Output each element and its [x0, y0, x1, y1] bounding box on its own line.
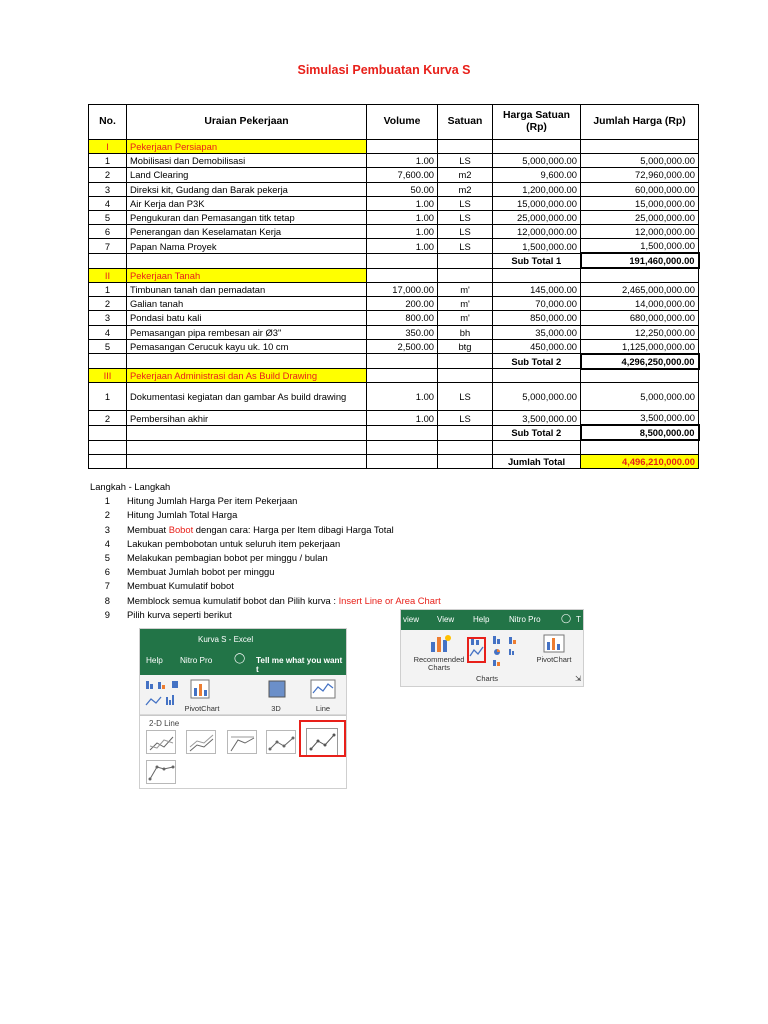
step-text-part: Hitung Jumlah Harga Per item Pekerjaan — [127, 495, 298, 507]
table-cell — [493, 140, 581, 154]
step-item — [90, 523, 441, 537]
grand-total-row — [89, 455, 699, 469]
line-markers-option-3[interactable] — [146, 760, 176, 784]
item-number: 2 — [89, 411, 127, 426]
step-text — [127, 494, 297, 508]
step-text — [127, 508, 237, 522]
item-total: 12,250,000.00 — [581, 325, 699, 339]
item-unit: LS — [438, 210, 493, 224]
excel-ribbon — [140, 675, 346, 715]
section-number: II — [89, 268, 127, 282]
item-unit: LS — [438, 196, 493, 210]
menu-tell-me-fragment[interactable]: T — [576, 615, 581, 624]
step-text-part: Membuat Kumulatif bobot — [127, 580, 234, 592]
cost-table — [88, 104, 700, 469]
item-total: 72,960,000.00 — [581, 168, 699, 182]
item-number: 5 — [89, 339, 127, 354]
table-cell — [89, 425, 127, 440]
item-unit: LS — [438, 239, 493, 254]
step-text-part: Memblock semua kumulatif bobot dan Pilih kurva : — [127, 594, 339, 606]
item-unit-price: 850,000.00 — [493, 311, 581, 325]
step-text-part: Membuat — [127, 523, 169, 535]
table-cell — [493, 268, 581, 282]
lightbulb-icon: ◯ — [234, 653, 246, 664]
table-row — [89, 182, 699, 196]
item-description: Pondasi batu kali — [127, 311, 367, 325]
item-total: 3,500,000.00 — [581, 411, 699, 426]
item-number: 4 — [89, 196, 127, 210]
item-volume: 2,500.00 — [367, 339, 438, 354]
menu-view[interactable]: View — [437, 615, 455, 624]
item-description: Land Clearing — [127, 168, 367, 182]
item-volume: 200.00 — [367, 297, 438, 311]
subtotal-row — [89, 425, 699, 440]
table-cell — [367, 425, 438, 440]
step-number: 4 — [104, 537, 110, 549]
section-2 — [89, 268, 699, 368]
step-number: 9 — [104, 608, 110, 620]
section-header-row — [89, 140, 699, 154]
table-cell — [493, 369, 581, 383]
menu-help[interactable]: Help — [146, 656, 163, 665]
table-cell — [367, 354, 438, 369]
item-unit: btg — [438, 339, 493, 354]
step-item — [90, 508, 441, 522]
item-total: 12,000,000.00 — [581, 225, 699, 239]
pivotchart-icon[interactable] — [190, 679, 210, 701]
item-unit-price: 5,000,000.00 — [493, 383, 581, 411]
table-row — [89, 325, 699, 339]
step-text-part: Membuat Jumlah bobot per minggu — [127, 566, 275, 578]
item-description: Dokumentasi kegiatan dan gambar As build drawing — [127, 383, 367, 411]
steps-list — [90, 480, 441, 622]
item-volume: 1.00 — [367, 411, 438, 426]
line-chart-dropdown — [140, 715, 347, 789]
menu-nitro[interactable]: Nitro Pro — [180, 656, 213, 665]
section-3 — [89, 369, 699, 441]
table-cell — [367, 268, 438, 282]
line-chart-option-1[interactable] — [146, 730, 176, 754]
selection-highlight — [299, 720, 346, 757]
charts-group-label: Charts — [475, 674, 499, 683]
item-unit-price: 70,000.00 — [493, 297, 581, 311]
item-volume: 800.00 — [367, 311, 438, 325]
item-number: 2 — [89, 297, 127, 311]
menu-view-fragment[interactable]: view — [403, 615, 420, 624]
table-cell — [581, 369, 699, 383]
menu-nitro[interactable]: Nitro Pro — [509, 615, 541, 624]
step-number: 3 — [104, 523, 110, 535]
step-number: 5 — [104, 551, 110, 563]
item-total: 5,000,000.00 — [581, 154, 699, 168]
table-row — [89, 411, 699, 426]
item-total: 2,465,000,000.00 — [581, 283, 699, 297]
item-unit-price: 1,500,000.00 — [493, 239, 581, 254]
dialog-launcher-icon[interactable]: ⇲ — [574, 674, 582, 683]
item-number: 5 — [89, 210, 127, 224]
step-text-part: dengan cara: Harga per Item dibagi Harga Total — [193, 523, 394, 535]
table-row — [89, 339, 699, 354]
item-unit-price: 12,000,000.00 — [493, 225, 581, 239]
grand-total-label: Jumlah Total — [493, 455, 581, 469]
step-text-part: Melakukan pembagian bobot per minggu / bulan — [127, 551, 328, 563]
step-text — [127, 537, 340, 551]
table-cell — [127, 354, 367, 369]
line-chart-highlight — [467, 637, 486, 663]
item-unit-price: 9,600.00 — [493, 168, 581, 182]
item-number: 2 — [89, 168, 127, 182]
step-number: 1 — [104, 495, 110, 507]
subtotal-row — [89, 253, 699, 268]
dropdown-label: 2-D Line — [149, 719, 180, 728]
table-row — [89, 210, 699, 224]
step-item — [90, 551, 441, 565]
item-description: Pemasangan pipa rembesan air Ø3" — [127, 325, 367, 339]
subtotal-label: Sub Total 1 — [493, 253, 581, 268]
step-text — [127, 594, 441, 608]
excel-charts-group-screenshot — [400, 609, 584, 687]
table-header-row — [89, 105, 699, 140]
item-unit: bh — [438, 325, 493, 339]
item-unit: LS — [438, 154, 493, 168]
3d-label: 3D — [271, 704, 281, 713]
subtotal-row — [89, 354, 699, 369]
section-name: Pekerjaan Tanah — [127, 268, 367, 282]
item-total: 1,125,000,000.00 — [581, 339, 699, 354]
table-row — [89, 225, 699, 239]
excel-titlebar — [140, 629, 346, 675]
item-description: Mobilisasi dan Demobilisasi — [127, 154, 367, 168]
item-number: 3 — [89, 182, 127, 196]
step-text-part: Hitung Jumlah Total Harga — [127, 509, 238, 521]
step-item — [90, 579, 441, 593]
item-description: Papan Nama Proyek — [127, 239, 367, 254]
section-name: Pekerjaan Persiapan — [127, 140, 367, 154]
col-price-header: Harga Satuan (Rp) — [493, 105, 581, 140]
3d-map-icon[interactable] — [268, 679, 286, 701]
item-total: 25,000,000.00 — [581, 210, 699, 224]
item-description: Pembersihan akhir — [127, 411, 367, 426]
chart-type-icons[interactable] — [491, 634, 531, 668]
table-row — [89, 283, 699, 297]
item-description: Direksi kit, Gudang dan Barak pekerja — [127, 182, 367, 196]
table-row — [89, 239, 699, 254]
step-highlight: Bobot — [168, 523, 194, 535]
pivotchart-label: PivotChart — [184, 704, 220, 713]
col-volume-header: Volume — [367, 105, 438, 140]
item-volume: 1.00 — [367, 154, 438, 168]
item-unit-price: 5,000,000.00 — [493, 154, 581, 168]
step-text — [127, 523, 394, 537]
section-header-row — [89, 268, 699, 282]
col-no-header: No. — [89, 105, 127, 140]
col-total-header: Jumlah Harga (Rp) — [581, 105, 699, 140]
step-highlight: Insert Line or Area Chart — [338, 594, 441, 606]
item-volume: 1.00 — [367, 383, 438, 411]
table-cell — [581, 140, 699, 154]
pivotchart-icon[interactable] — [543, 634, 565, 654]
item-volume: 1.00 — [367, 210, 438, 224]
item-volume: 7,600.00 — [367, 168, 438, 182]
col-desc-header: Uraian Pekerjaan — [127, 105, 367, 140]
item-number: 6 — [89, 225, 127, 239]
line-chart-option-3[interactable] — [227, 730, 257, 754]
item-unit-price: 145,000.00 — [493, 283, 581, 297]
item-unit: m' — [438, 311, 493, 325]
table-cell — [438, 425, 493, 440]
item-total: 14,000,000.00 — [581, 297, 699, 311]
item-number: 1 — [89, 283, 127, 297]
table-cell — [367, 253, 438, 268]
item-volume: 17,000.00 — [367, 283, 438, 297]
table-cell — [438, 354, 493, 369]
section-name: Pekerjaan Administrasi dan As Build Drawing — [127, 369, 367, 383]
section-1 — [89, 140, 699, 269]
section-header-row — [89, 369, 699, 383]
step-item — [90, 494, 441, 508]
step-text — [127, 551, 328, 565]
item-unit: LS — [438, 411, 493, 426]
line-chart-option-2[interactable] — [186, 730, 216, 754]
item-volume: 50.00 — [367, 182, 438, 196]
item-description: Galian tanah — [127, 297, 367, 311]
item-volume: 350.00 — [367, 325, 438, 339]
table-cell — [89, 354, 127, 369]
item-number: 7 — [89, 239, 127, 254]
table-cell — [127, 253, 367, 268]
recommended-charts-icon[interactable] — [429, 634, 451, 654]
item-number: 1 — [89, 383, 127, 411]
table-row — [89, 168, 699, 182]
item-unit: LS — [438, 225, 493, 239]
item-number: 4 — [89, 325, 127, 339]
step-item — [90, 594, 441, 608]
item-unit: m' — [438, 297, 493, 311]
item-unit: m2 — [438, 182, 493, 196]
item-total: 680,000,000.00 — [581, 311, 699, 325]
item-unit-price: 450,000.00 — [493, 339, 581, 354]
item-volume: 1.00 — [367, 196, 438, 210]
table-row — [89, 154, 699, 168]
item-total: 1,500,000.00 — [581, 239, 699, 254]
step-number: 2 — [104, 509, 110, 521]
table-row — [89, 311, 699, 325]
table-cell — [438, 369, 493, 383]
sparkline-line-icon[interactable] — [310, 679, 336, 701]
empty-row — [89, 440, 699, 454]
section-number: I — [89, 140, 127, 154]
item-unit-price: 25,000,000.00 — [493, 210, 581, 224]
table-cell — [367, 140, 438, 154]
table-cell — [367, 369, 438, 383]
line-markers-option-1[interactable] — [266, 730, 296, 754]
page-title: Simulasi Pembuatan Kurva S — [297, 63, 471, 77]
item-total: 60,000,000.00 — [581, 182, 699, 196]
col-unit-header: Satuan — [438, 105, 493, 140]
table-cell — [581, 268, 699, 282]
item-description: Penerangan dan Keselamatan Kerja — [127, 225, 367, 239]
item-description: Air Kerja dan P3K — [127, 196, 367, 210]
item-total: 5,000,000.00 — [581, 383, 699, 411]
excel-menu-bar — [401, 610, 583, 630]
item-number: 3 — [89, 311, 127, 325]
table-row — [89, 297, 699, 311]
line-label: Line — [315, 704, 331, 713]
step-item — [90, 537, 441, 551]
item-unit-price: 35,000.00 — [493, 325, 581, 339]
window-title: Kurva S - Excel — [198, 635, 254, 644]
subtotal-label: Sub Total 2 — [493, 354, 581, 369]
item-unit-price: 3,500,000.00 — [493, 411, 581, 426]
menu-help[interactable]: Help — [473, 615, 490, 624]
steps-header: Langkah - Langkah — [90, 481, 171, 492]
step-text-part: Lakukan pembobotan untuk seluruh item pekerjaan — [127, 537, 341, 549]
pivotchart-label: PivotChart — [536, 655, 572, 664]
subtotal-value: 191,460,000.00 — [581, 253, 699, 268]
subtotal-value: 8,500,000.00 — [581, 425, 699, 440]
table-cell — [127, 425, 367, 440]
item-description: Pemasangan Cerucuk kayu uk. 10 cm — [127, 339, 367, 354]
item-total: 15,000,000.00 — [581, 196, 699, 210]
step-number: 7 — [104, 580, 110, 592]
chart-type-icons[interactable] — [144, 679, 184, 709]
step-item — [90, 565, 441, 579]
item-number: 1 — [89, 154, 127, 168]
table-cell — [438, 268, 493, 282]
section-number: III — [89, 369, 127, 383]
item-unit-price: 15,000,000.00 — [493, 196, 581, 210]
step-number: 6 — [104, 566, 110, 578]
item-unit-price: 1,200,000.00 — [493, 182, 581, 196]
table-row — [89, 196, 699, 210]
step-item — [90, 608, 441, 622]
table-row — [89, 383, 699, 411]
table-cell — [438, 253, 493, 268]
item-unit: m2 — [438, 168, 493, 182]
tell-me-search[interactable]: Tell me what you want t — [256, 656, 343, 674]
step-text — [127, 565, 274, 579]
subtotal-label: Sub Total 2 — [493, 425, 581, 440]
item-volume: 1.00 — [367, 239, 438, 254]
lightbulb-icon: ◯ — [561, 613, 572, 623]
item-description: Pengukuran dan Pemasangan titk tetap — [127, 210, 367, 224]
item-unit: m' — [438, 283, 493, 297]
item-unit: LS — [438, 383, 493, 411]
step-text — [127, 608, 232, 622]
recommended-charts-label: Recommended Charts — [413, 655, 465, 672]
table-cell — [438, 140, 493, 154]
item-volume: 1.00 — [367, 225, 438, 239]
step-text-part: Pilih kurva seperti berikut — [127, 608, 232, 620]
step-number: 8 — [104, 594, 110, 606]
subtotal-value: 4,296,250,000.00 — [581, 354, 699, 369]
grand-total-value: 4,496,210,000.00 — [581, 455, 699, 469]
excel-line-dropdown-screenshot — [139, 628, 347, 789]
step-text — [127, 579, 234, 593]
item-description: Timbunan tanah dan pemadatan — [127, 283, 367, 297]
table-cell — [89, 253, 127, 268]
